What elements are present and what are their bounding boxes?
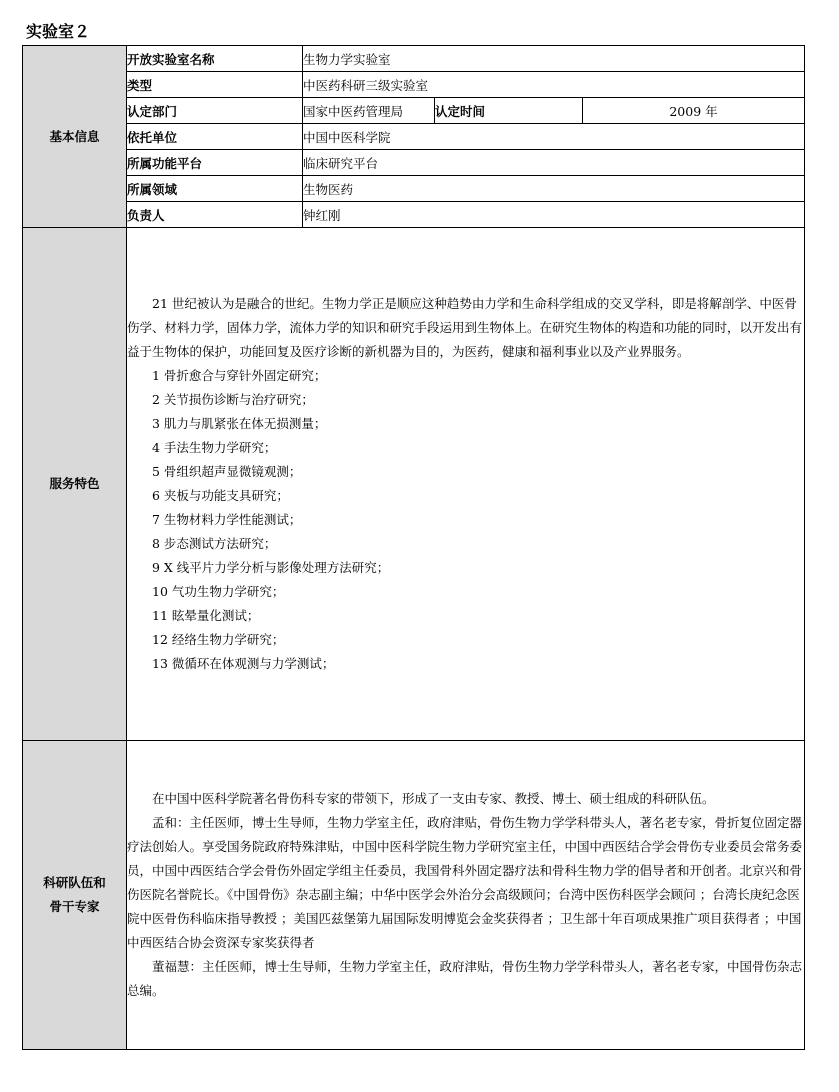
- field-label: 类型: [127, 72, 303, 98]
- field-value: 临床研究平台: [303, 150, 805, 176]
- list-item: 3 肌力与肌紧张在体无损测量；: [152, 416, 327, 431]
- list-item: 9 X 线平片力学分析与影像处理方法研究；: [152, 560, 390, 575]
- service-label: 服务特色: [23, 228, 127, 741]
- list-item: 10 气功生物力学研究；: [152, 584, 285, 599]
- list-item: 8 步态测试方法研究；: [152, 536, 277, 551]
- team-label: [23, 741, 127, 1050]
- table-row: [23, 228, 805, 741]
- team-paragraph: 孟和：主任医师，博士生导师，生物力学室主任，政府津贴，骨伤生物力学学科带头人，著名老专家，骨折复位固定器疗法创始人。享受国务院政府特殊津贴，中国中医科学院生物力学研究室主任，中国中西医结合学会骨伤专业委员会常务委员，中国中西医结合学会骨伤外固定学组主任委员，我国骨科外固定器疗法和骨科生物力学的倡导者和开创者。北京兴和骨伤医院名誉院长。《中国骨伤》杂志副主编；中华中医学会外治分会高级顾问；台湾中医伤科医学会顾问 ；台湾长庚纪念医院中医骨伤科临床指导教授 ；美国匹兹堡第九届国际发明博览会金奖获得者 ；卫生部十年百项成果推广项目获得者 ；中国中西医结合协会资深专家奖获得者: [127, 815, 803, 950]
- list-item: 5 骨组织超声显微镜观测；: [152, 464, 302, 479]
- service-content: [127, 228, 805, 741]
- field-label: 认定时间: [435, 98, 583, 124]
- table-row: [23, 741, 805, 1050]
- table-row: [23, 202, 805, 228]
- list-item: 12 经络生物力学研究；: [152, 632, 285, 647]
- team-content: [127, 741, 805, 1050]
- list-item: 7 生物材料力学性能测试；: [152, 512, 302, 527]
- list-item: 11 眩晕量化测试；: [152, 608, 260, 623]
- table-row: [23, 72, 805, 98]
- list-item: 2 关节损伤诊断与治疗研究；: [152, 392, 314, 407]
- field-label: 负责人: [127, 202, 303, 228]
- table-row: [23, 176, 805, 202]
- table-row: [23, 124, 805, 150]
- field-value: 生物医药: [303, 176, 805, 202]
- table-row: [23, 46, 805, 72]
- field-value: 中国中医科学院: [303, 124, 805, 150]
- field-label: 认定部门: [127, 98, 303, 124]
- field-label: 依托单位: [127, 124, 303, 150]
- field-value: 2009 年: [583, 98, 805, 124]
- list-item: 13 微循环在体观测与力学测试；: [152, 656, 335, 671]
- lab-info-table: [22, 45, 805, 1050]
- field-label: 所属功能平台: [127, 150, 303, 176]
- table-row: [23, 150, 805, 176]
- field-value: 钟红刚: [303, 202, 805, 228]
- team-label-line: 科研队伍和: [43, 875, 106, 890]
- list-item: 4 手法生物力学研究；: [152, 440, 277, 455]
- field-value: 中医药科研三级实验室: [303, 72, 805, 98]
- page-title: 实验室２: [26, 22, 91, 41]
- team-label-line: 骨干专家: [49, 899, 100, 914]
- list-item: 6 夹板与功能支具研究；: [152, 488, 289, 503]
- table-row: [23, 98, 805, 124]
- field-value: 国家中医药管理局: [303, 98, 435, 124]
- basic-info-label: 基本信息: [23, 46, 127, 228]
- service-intro: 21 世纪被认为是融合的世纪。生物力学正是顺应这种趋势由力学和生命科学组成的交叉学科，即是将解剖学、中医骨伤学、材料力学，固体力学，流体力学的知识和研究手段运用到生物体上。在研究生物体的构造和功能的同时，以开发出有益于生物体的保护，功能回复及医疗诊断的新机器为目的，为医药，健康和福利事业以及产业界服务。: [127, 296, 803, 359]
- field-label: 开放实验室名称: [127, 46, 303, 72]
- team-paragraph: 在中国中医科学院著名骨伤科专家的带领下，形成了一支由专家、教授、博士、硕士组成的科研队伍。: [152, 791, 715, 806]
- field-label: 所属领域: [127, 176, 303, 202]
- list-item: 1 骨折愈合与穿针外固定研究；: [152, 368, 327, 383]
- team-paragraph: 董福慧：主任医师，博士生导师，生物力学室主任，政府津贴，骨伤生物力学学科带头人，著名老专家，中国骨伤杂志总编。: [127, 959, 803, 998]
- field-value: 生物力学实验室: [303, 46, 805, 72]
